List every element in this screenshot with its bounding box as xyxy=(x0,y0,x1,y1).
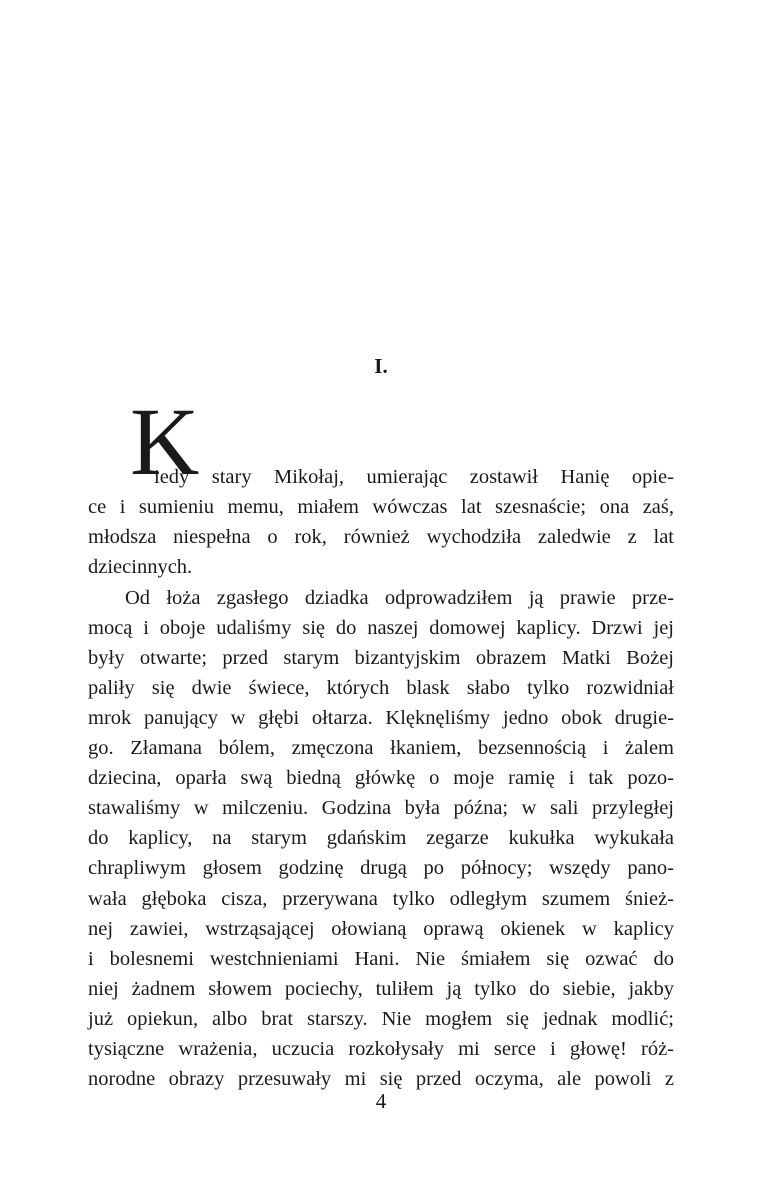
text-line: paliły się dwie świece, których blask słabo tylko rozwidniał xyxy=(88,676,674,699)
text-line: go. Złamana bólem, zmęczona łkaniem, bezsennością i żalem xyxy=(88,737,674,760)
text-line: mrok panujący w głębi ołtarza. Klęknęliśmy jedno obok drugie- xyxy=(88,706,674,729)
text-line: młodsza niespełna o rok, również wychodziła zaledwie z lat xyxy=(88,526,674,549)
text-line: nej zawiei, wstrząsającej ołowianą oprawą okienek w kaplicy xyxy=(88,917,674,940)
chapter-heading: I. xyxy=(374,354,388,378)
text-line: już opiekun, albo brat starszy. Nie mogłem się jednak modlić; xyxy=(88,1007,674,1030)
text-line: były otwarte; przed starym bizantyjskim obrazem Matki Bożej xyxy=(88,646,674,669)
text-line: mocą i oboje udaliśmy się do naszej domowej kaplicy. Drzwi jej xyxy=(88,616,674,639)
text-line: i bolesnemi westchnieniami Hani. Nie śmiałem się ozwać do xyxy=(88,947,674,970)
chapter-body xyxy=(88,388,674,1094)
text-line: dziecina, oparła swą biedną główkę o moje ramię i tak pozo- xyxy=(88,767,674,790)
text-line: do kaplicy, na starym gdańskim zegarze kukułka wykukała xyxy=(88,827,674,850)
page-number: 4 xyxy=(375,1089,387,1113)
text-line: dziecinnych. xyxy=(88,556,193,579)
text-line: iedy stary Mikołaj, umierając zostawił Hanię opie- xyxy=(154,466,674,489)
text-line: stawaliśmy w milczeniu. Godzina była późna; w sali przyległej xyxy=(88,797,674,820)
text-line: ce i sumieniu memu, miałem wówczas lat szesnaście; ona zaś, xyxy=(88,496,674,519)
text-line: Od łoża zgasłego dziadka odprowadziłem ją prawie prze- xyxy=(125,586,674,609)
text-line: chrapliwym głosem godzinę drugą po północy; wszędy pano- xyxy=(88,857,674,880)
text-line: norodne obrazy przesuwały mi się przed oczyma, ale powoli z xyxy=(88,1068,674,1091)
text-line: wała głęboka cisza, przerywana tylko odległym szumem śnież- xyxy=(88,887,674,910)
text-line: tysiączne wrażenia, uczucia rozkołysały mi serce i głowę! róż- xyxy=(88,1037,674,1060)
drop-cap: K xyxy=(130,388,200,495)
text-line: niej żadnem słowem pociechy, tuliłem ją tylko do siebie, jakby xyxy=(88,977,674,1000)
